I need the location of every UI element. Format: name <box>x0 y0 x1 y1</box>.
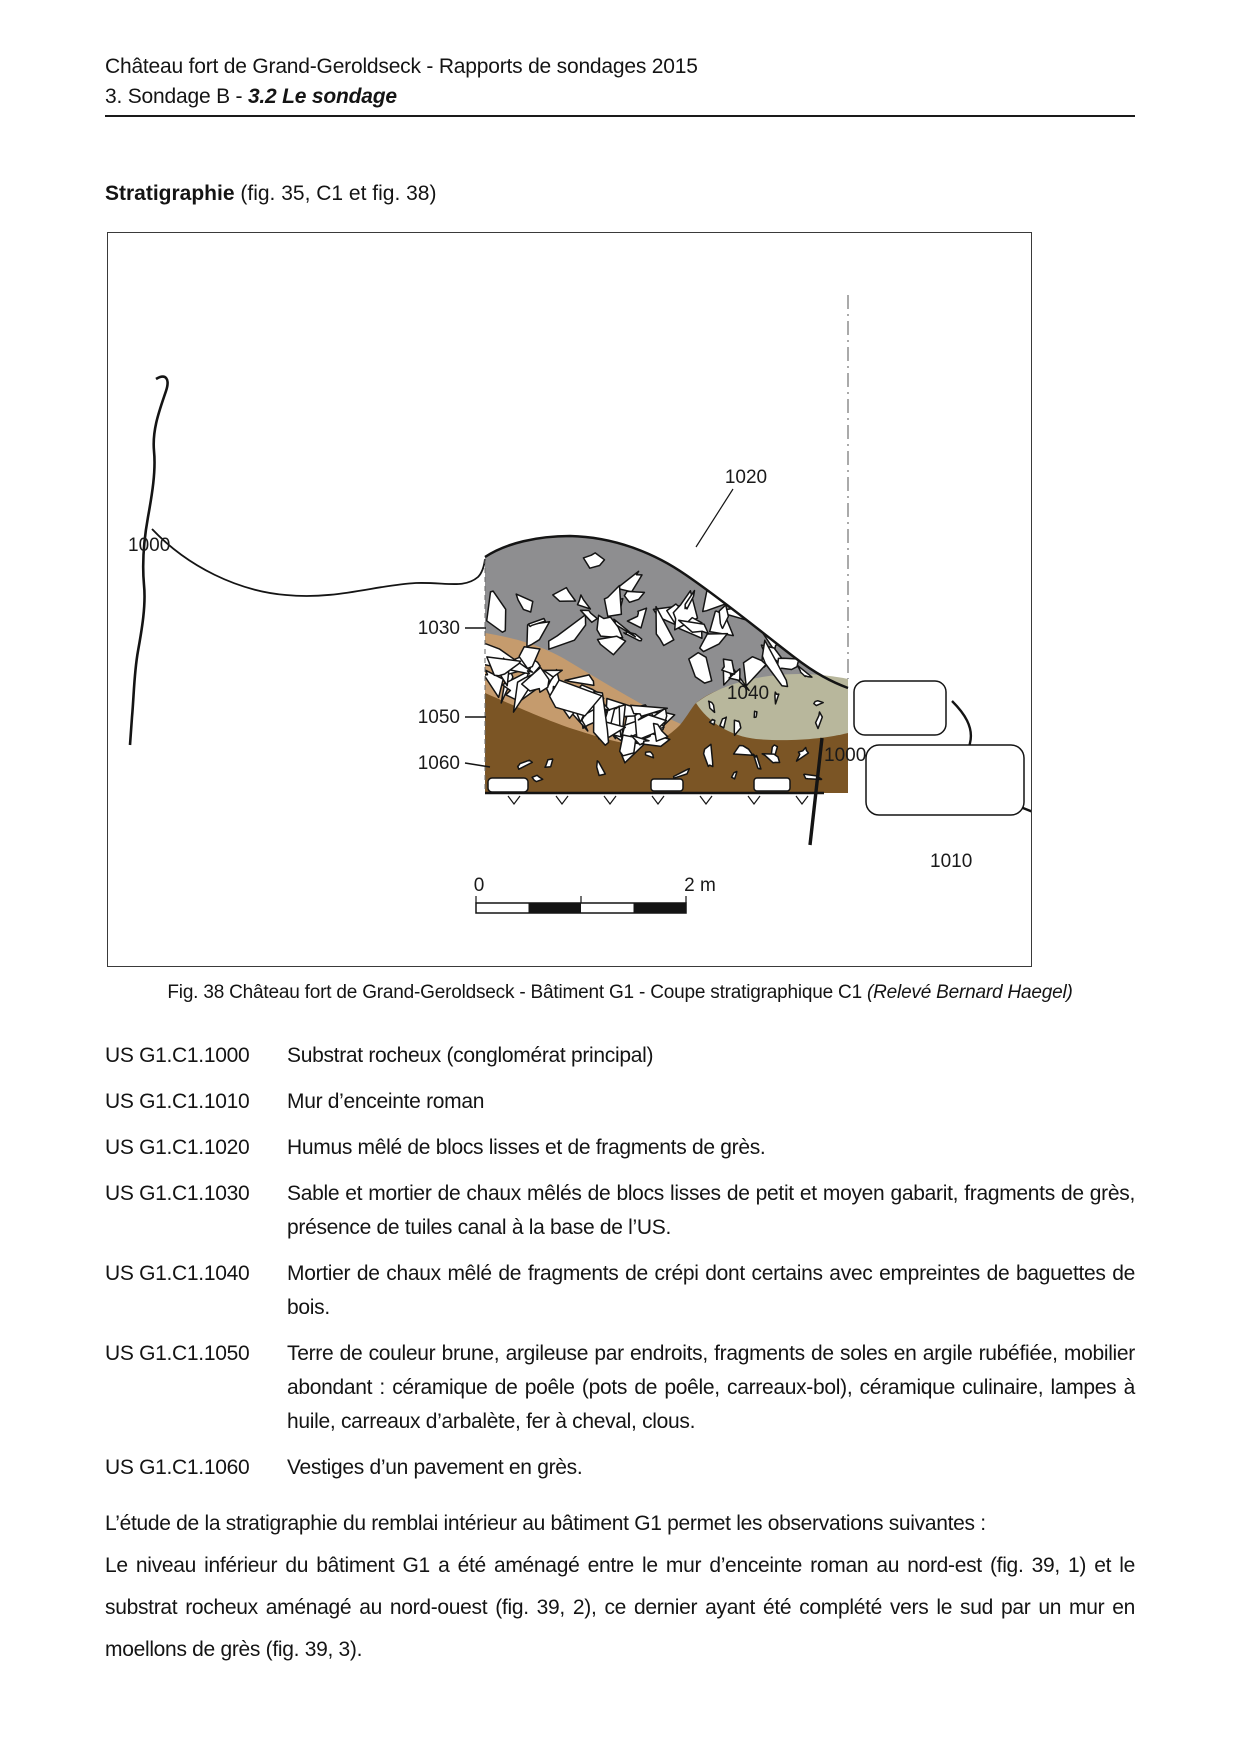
figure-label-1020: 1020 <box>724 467 768 488</box>
us-code: US G1.C1.1010 <box>105 1090 250 1113</box>
scale-bar-segment <box>529 903 582 913</box>
us-code: US G1.C1.1020 <box>105 1136 250 1159</box>
figure-label-1000-left: 1000 <box>128 535 171 556</box>
scale-label-2m: 2 m <box>684 875 716 896</box>
scale-bar <box>474 875 716 913</box>
us-code: US G1.C1.1040 <box>105 1262 250 1285</box>
us-description: Substrat rocheux (conglomérat principal) <box>287 1044 654 1067</box>
wall-stone-block-upper <box>854 681 946 735</box>
us-description-list <box>105 1039 1135 1485</box>
us-description: Humus mêlé de blocs lisses et de fragments de grès. <box>287 1136 766 1159</box>
closing-paragraphs <box>105 1503 1135 1671</box>
pavement-slab <box>754 778 790 791</box>
figure-label-1050: 1050 <box>417 707 460 728</box>
us-row <box>105 1337 1135 1439</box>
us-description: Vestiges d’un pavement en grès. <box>287 1456 583 1479</box>
header-title: Château fort de Grand-Geroldseck - Rapports de sondages 2015 <box>105 55 698 78</box>
header-subtitle-section: 3.2 Le sondage <box>247 85 397 108</box>
section-heading-rest: (fig. 35, C1 et fig. 38) <box>234 182 437 205</box>
header-rule <box>105 115 1135 117</box>
figure-label-1030: 1030 <box>417 618 460 639</box>
section-heading-lead: Stratigraphie <box>105 182 235 205</box>
us-row <box>105 1257 1135 1325</box>
stratigraphy-drawing <box>108 233 1031 966</box>
us-row <box>105 1451 1135 1485</box>
paragraph: Le niveau inférieur du bâtiment G1 a été aménagé entre le mur d’enceinte roman au nord-est (fig. 39, 1) et le substrat rocheux aménagé au nord-ouest (fig. 39, 2), ce dernier ayant été complété vers le sud par un mur en moellons de grès (fig. 39, 3). <box>105 1554 1135 1661</box>
section-heading <box>105 179 1135 209</box>
page-header <box>105 52 1135 117</box>
us-row <box>105 1039 1135 1073</box>
figure-caption-main: Fig. 38 Château fort de Grand-Geroldseck - Bâtiment G1 - Coupe stratigraphique C1 <box>167 982 868 1003</box>
figure-label-1060: 1060 <box>417 753 460 774</box>
left-rock-outline <box>128 377 171 745</box>
us-code: US G1.C1.1030 <box>105 1182 250 1205</box>
us-code: US G1.C1.1050 <box>105 1342 250 1365</box>
header-subtitle-prefix: 3. Sondage B - <box>105 85 248 108</box>
figure-label-1040: 1040 <box>726 683 770 704</box>
us-description: Sable et mortier de chaux mêlés de blocs lisses de petit et moyen gabarit, fragments de grès, présence de tuiles canal à la base de l’US. <box>287 1182 1135 1239</box>
paragraph: L’étude de la stratigraphie du remblai intérieur au bâtiment G1 permet les observations suivantes : <box>105 1512 986 1535</box>
us-row <box>105 1131 1135 1165</box>
wall-stone-block-lower <box>866 745 1024 815</box>
bottom-hatch-marks <box>508 796 808 804</box>
us-description: Terre de couleur brune, argileuse par endroits, fragments de soles en argile rubéfiée, mobilier abondant : céramique de poêle (pots de poêle, carreaux-bol), céramique culinaire, lampes à huile, carreaux d’arbalète, fer à cheval, clous. <box>287 1342 1135 1433</box>
figure-caption <box>105 980 1135 1006</box>
ground-surface-line <box>152 529 485 596</box>
figure-label-1010: 1010 <box>930 851 973 872</box>
header-subtitle <box>105 82 1135 112</box>
us-row <box>105 1177 1135 1245</box>
leader-line-1020 <box>696 489 733 547</box>
us-code: US G1.C1.1000 <box>105 1044 250 1067</box>
scale-label-zero: 0 <box>473 875 485 896</box>
figure-label-1000-right: 1000 <box>824 745 867 766</box>
pavement-slab <box>488 778 528 792</box>
stratigraphic-figure <box>107 232 1032 967</box>
us-row <box>105 1085 1135 1119</box>
pavement-slab <box>651 779 683 791</box>
us-code: US G1.C1.1060 <box>105 1456 250 1479</box>
us-description: Mortier de chaux mêlé de fragments de crépi dont certains avec empreintes de baguettes de bois. <box>287 1262 1135 1319</box>
stone-fragment <box>754 711 757 717</box>
right-rock-outline <box>952 701 1031 955</box>
us-description: Mur d’enceinte roman <box>287 1090 485 1113</box>
figure-caption-credit: (Relevé Bernard Haegel) <box>867 982 1073 1003</box>
scale-bar-segment <box>634 903 687 913</box>
